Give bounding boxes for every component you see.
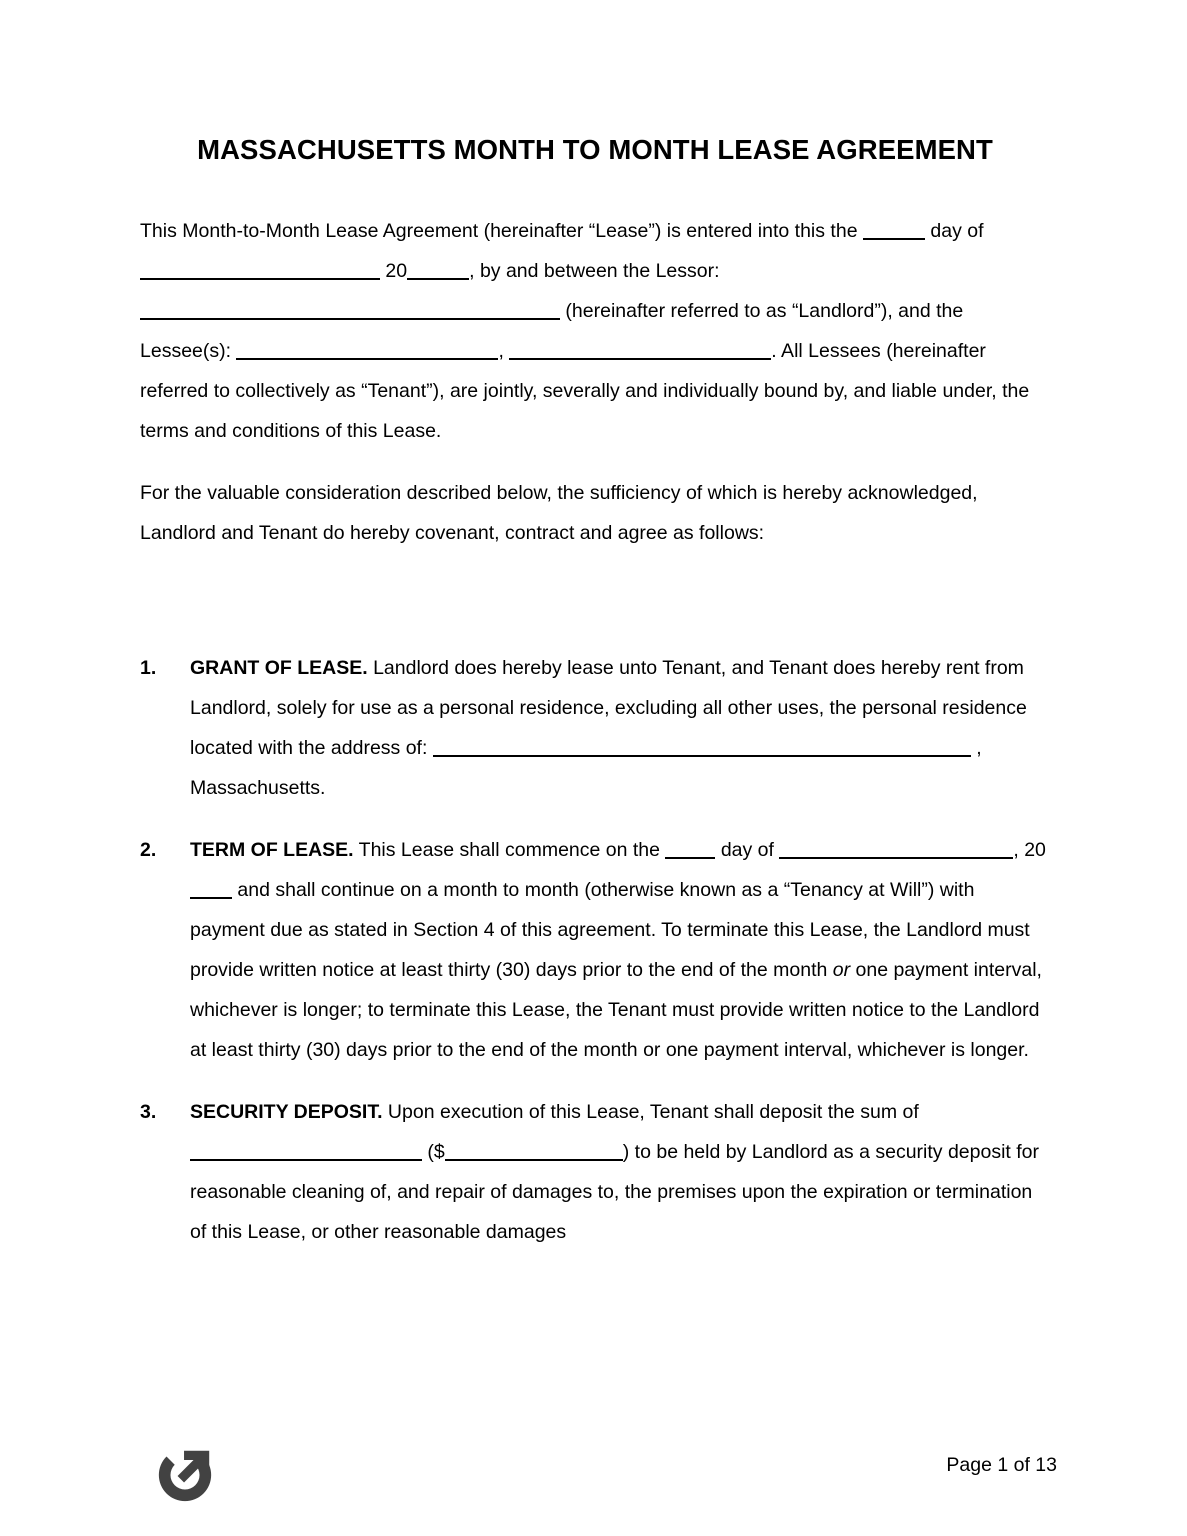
landlord-name-blank[interactable] xyxy=(140,301,560,320)
section-content xyxy=(190,839,1046,1061)
section-content xyxy=(190,657,1027,799)
intro-paragraph xyxy=(140,211,1050,451)
section-text-a: Landlord does hereby lease unto Tenant, and Tenant does hereby rent from Landlord, solely for use as a personal residence, excluding all other uses, the personal residence located with the address of: xyxy=(190,657,1027,759)
section-security-deposit xyxy=(140,1092,1050,1252)
page-footer xyxy=(140,1416,1057,1536)
month-blank[interactable] xyxy=(140,261,380,280)
intro-text-3: 20 xyxy=(380,260,408,282)
page-title: MASSACHUSETTS MONTH TO MONTH LEASE AGREEMENT xyxy=(197,134,993,165)
section-content xyxy=(190,1101,1039,1243)
commence-year-blank[interactable] xyxy=(190,880,232,899)
intro-text-5: (hereinafter referred to as “Landlord”), and the Lessee(s): xyxy=(140,300,964,362)
section-number: 3. xyxy=(140,1101,157,1123)
intro-text-4: , by and between the Lessor: xyxy=(469,260,720,282)
intro-text-6: , xyxy=(498,340,510,362)
section-text-c: ) to be held by Landlord as a security deposit for reasonable cleaning of, and repair of damages to, the premises upon the expiration or termination of this Lease, or other reasonable damages xyxy=(190,1141,1040,1243)
section-text-a: Upon execution of this Lease, Tenant shall deposit the sum of xyxy=(382,1101,919,1123)
section-text-b: day of xyxy=(715,839,780,861)
commence-month-blank[interactable] xyxy=(779,840,1013,859)
section-term-of-lease xyxy=(140,830,1050,1070)
section-heading: TERM OF LEASE. xyxy=(190,839,354,861)
day-blank[interactable] xyxy=(863,221,925,240)
section-number: 1. xyxy=(140,657,157,679)
page-number: Page 1 of 13 xyxy=(946,1454,1057,1476)
intro-text-2: day of xyxy=(924,220,984,242)
deposit-words-blank[interactable] xyxy=(190,1142,422,1161)
intro-text-7: . All Lessees (hereinafter referred to collectively as “Tenant”), are jointly, severally and individually bound by, and liable under, the terms and conditions of this Lease. xyxy=(140,340,1030,442)
lessee-2-blank[interactable] xyxy=(509,341,771,360)
section-number: 2. xyxy=(140,839,157,861)
section-text-c: , 20 xyxy=(1013,839,1046,861)
section-text-d: and shall continue on a month to month (otherwise known as a “Tenancy at Will”) with payment due as stated in Section 4 of this agreement. To terminate this Lease, the Landlord must provide written notice at least thirty (30) days prior to the end of the month xyxy=(190,879,1030,981)
lessee-1-blank[interactable] xyxy=(236,341,498,360)
section-text-a: This Lease shall commence on the xyxy=(353,839,666,861)
consideration-paragraph: For the valuable consideration described below, the sufficiency of which is hereby acknowledged, Landlord and Tenant do hereby covenant, contract and agree as follows: xyxy=(140,482,978,544)
section-text-e: one payment interval, whichever is longer; to terminate this Lease, the Tenant must provide written notice to the Landlord at least thirty (30) days prior to the end of the month or one payment interval, whichever is longer. xyxy=(190,959,1042,1061)
section-grant-of-lease xyxy=(140,648,1050,808)
commence-day-blank[interactable] xyxy=(665,840,715,859)
section-heading: SECURITY DEPOSIT. xyxy=(190,1101,383,1123)
section-text-b: , Massachusetts. xyxy=(190,737,982,799)
eforms-arrow-circle-icon xyxy=(154,1444,216,1506)
intro-text-1: This Month-to-Month Lease Agreement (hereinafter “Lease”) is entered into this the xyxy=(140,220,863,242)
section-text-b: ($ xyxy=(422,1141,445,1163)
property-address-blank[interactable] xyxy=(433,738,971,757)
deposit-amount-blank[interactable] xyxy=(445,1142,623,1161)
numbered-sections xyxy=(140,648,1050,1252)
section-heading: GRANT OF LEASE. xyxy=(190,657,368,679)
document-body xyxy=(140,0,1050,1274)
year-blank[interactable] xyxy=(407,261,469,280)
section-text-italic-or: or xyxy=(832,959,851,981)
